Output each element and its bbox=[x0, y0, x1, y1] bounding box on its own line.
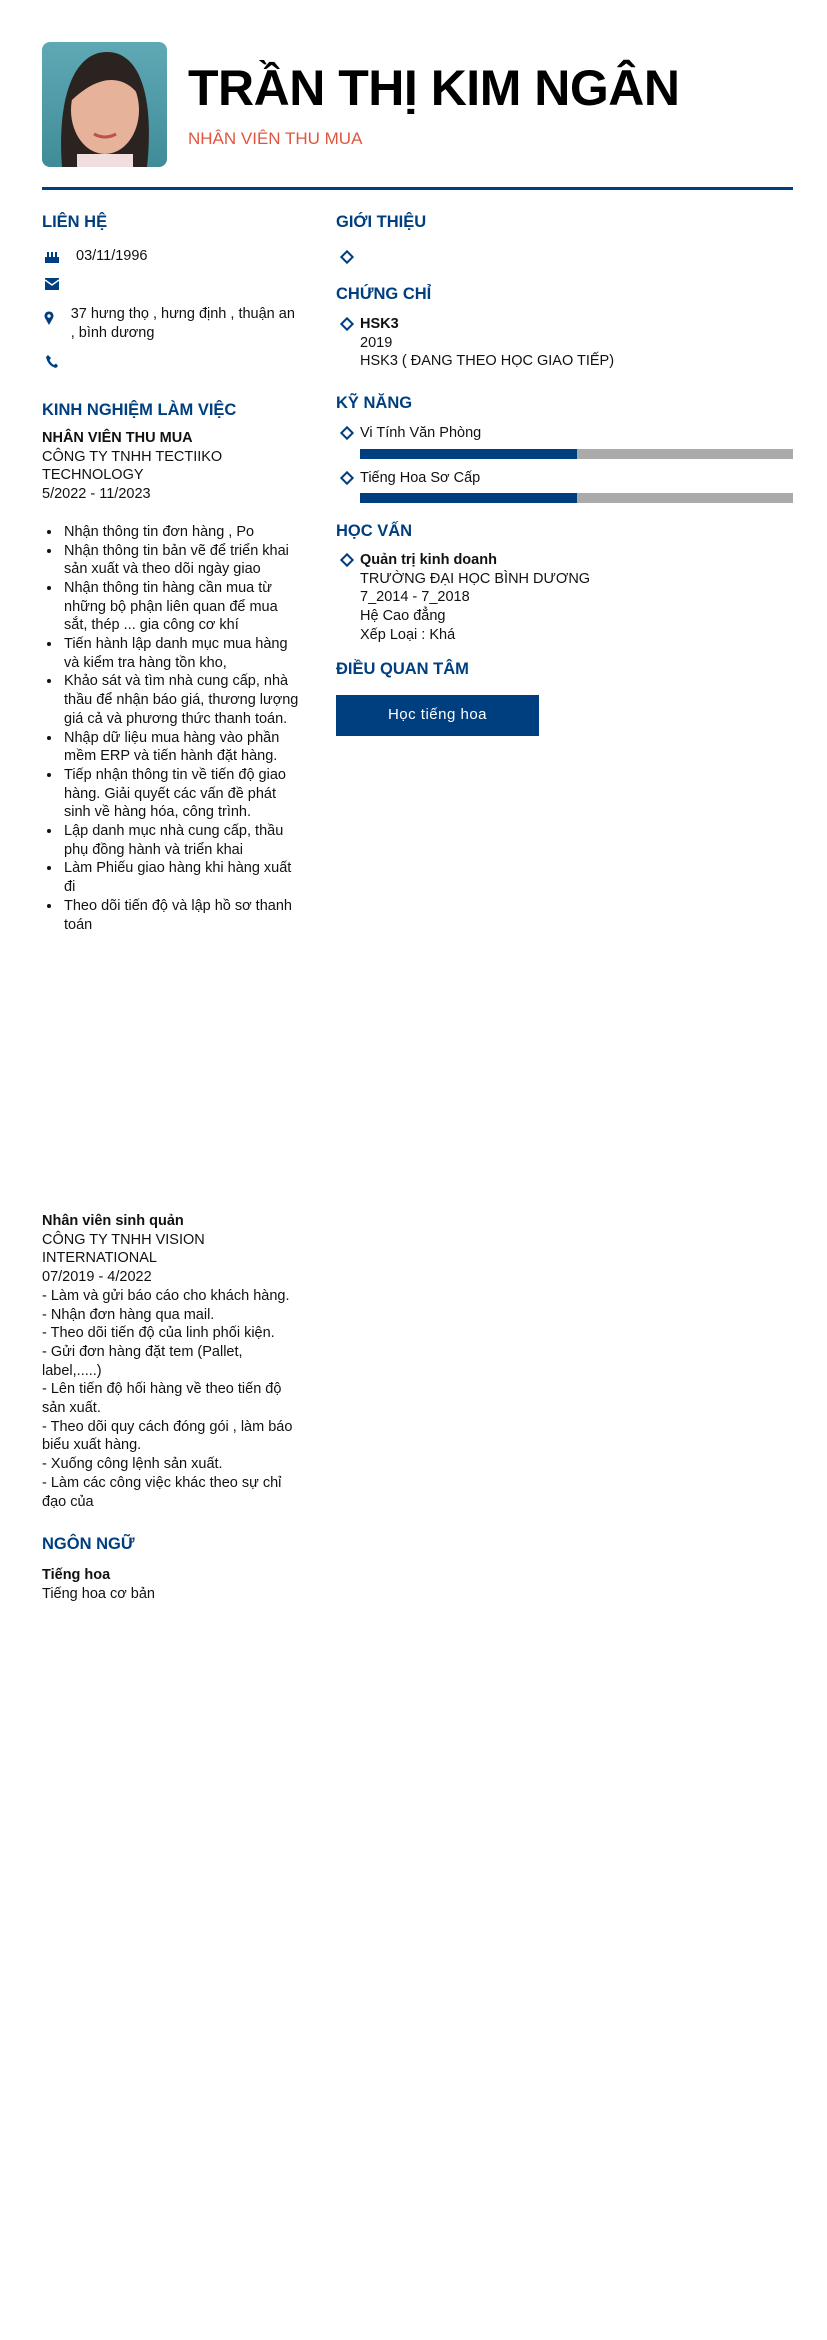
languages-heading: NGÔN NGỮ bbox=[42, 1535, 135, 1553]
list-item: • Theo dõi tiến độ và lập hồ sơ thanh toán bbox=[62, 897, 304, 934]
skill-bar-fill bbox=[360, 449, 577, 459]
job-2-line: - Gửi đơn hàng đặt tem (Pallet, label,.....) bbox=[42, 1343, 243, 1379]
certificate-name: HSK3 bbox=[360, 316, 399, 332]
language-name: Tiếng hoa bbox=[42, 1567, 111, 1583]
skills-heading: KỸ NĂNG bbox=[336, 394, 413, 412]
certificate-year: 2019 bbox=[360, 334, 393, 351]
job-1-bullets bbox=[42, 523, 304, 934]
list-item: • Tiếp nhận thông tin về tiến độ giao hàng. Giải quyết các vấn đề phát sinh về hàng hóa, công trình. bbox=[62, 766, 304, 822]
job-2-period: 07/2019 - 4/2022 bbox=[42, 1269, 152, 1286]
list-item: • Làm Phiếu giao hàng khi hàng xuất đi bbox=[62, 859, 304, 896]
list-item: • Nhận thông tin đơn hàng , Po bbox=[62, 523, 304, 542]
diamond-icon bbox=[340, 317, 354, 331]
education-heading: HỌC VẤN bbox=[336, 522, 413, 540]
education-major: Quản trị kinh doanh bbox=[360, 552, 497, 568]
contact-heading: LIÊN HỆ bbox=[42, 213, 108, 231]
cake-icon bbox=[42, 247, 62, 263]
skill-name: Tiếng Hoa Sơ Cấp bbox=[360, 469, 481, 486]
language-level: Tiếng hoa cơ bản bbox=[42, 1585, 155, 1602]
job-title: NHÂN VIÊN THU MUA bbox=[188, 129, 363, 148]
email-row bbox=[42, 276, 300, 305]
job-2-line: - Nhận đơn hàng qua mail. bbox=[42, 1306, 215, 1323]
job-2-line: - Làm và gửi báo cáo cho khách hàng. bbox=[42, 1287, 290, 1304]
job-2-line: - Làm các công việc khác theo sự chỉ đạo của bbox=[42, 1474, 282, 1510]
list-item: • Khảo sát và tìm nhà cung cấp, nhà thầu để nhận báo giá, thương lượng giá cả và phương thức thanh toán. bbox=[62, 672, 304, 728]
list-item: • Tiến hành lập danh mục mua hàng và kiểm tra hàng tồn kho, bbox=[62, 635, 304, 672]
interest-tag: Học tiếng hoa bbox=[336, 695, 539, 736]
birthday-row bbox=[42, 247, 300, 276]
job-2-title: Nhân viên sinh quản bbox=[42, 1213, 184, 1229]
education-period: 7_2014 - 7_2018 bbox=[360, 589, 470, 606]
education-item bbox=[336, 551, 793, 645]
education-grade: Xếp Loại : Khá bbox=[360, 626, 456, 643]
job-2-company: CÔNG TY TNHH VISION INTERNATIONAL bbox=[42, 1231, 205, 1267]
certificate-item bbox=[336, 315, 793, 371]
address: 37 hưng thọ , hưng định , thuận an , bình dương bbox=[70, 306, 295, 341]
envelope-icon bbox=[42, 276, 62, 290]
list-item: • Lập danh mục nhà cung cấp, thầu phụ đồng hành và triển khai bbox=[62, 822, 304, 859]
job-1-title: NHÂN VIÊN THU MUA bbox=[42, 430, 193, 446]
candidate-name: TRẦN THỊ KIM NGÂN bbox=[188, 60, 680, 116]
job-2-line: - Lên tiến độ hối hàng về theo tiến độ sản xuất. bbox=[42, 1381, 282, 1417]
certificate-desc: HSK3 ( ĐANG THEO HỌC GIAO TIẾP) bbox=[360, 353, 615, 370]
job-1 bbox=[42, 429, 304, 934]
divider bbox=[42, 187, 793, 190]
phone-icon bbox=[42, 353, 62, 368]
skill-name: Vi Tính Văn Phòng bbox=[360, 425, 482, 441]
list-item: • Nhận thông tin bản vẽ để triển khai sản xuất và theo dõi ngày giao bbox=[62, 542, 304, 579]
birthday: 03/11/1996 bbox=[76, 248, 148, 264]
address-row bbox=[42, 305, 300, 353]
job-1-period: 5/2022 - 11/2023 bbox=[42, 486, 151, 503]
diamond-icon bbox=[340, 471, 354, 485]
diamond-icon bbox=[340, 426, 354, 440]
skill-item bbox=[336, 424, 793, 459]
experience-heading: KINH NGHIỆM LÀM VIỆC bbox=[42, 401, 237, 419]
list-item: • Nhập dữ liệu mua hàng vào phần mềm ERP và tiến hành đặt hàng. bbox=[62, 729, 304, 766]
intro-heading: GIỚI THIỆU bbox=[336, 213, 427, 231]
map-pin-icon bbox=[42, 305, 57, 325]
diamond-icon bbox=[340, 553, 354, 567]
skill-bar bbox=[360, 493, 793, 503]
avatar bbox=[42, 42, 167, 167]
skills-list bbox=[336, 424, 793, 503]
list-item: • Nhận thông tin hàng cần mua từ những bộ phận liên quan để mua sắt, thép ... gia công cơ khí bbox=[62, 579, 304, 635]
job-1-company: CÔNG TY TNHH TECTIIKO TECHNOLOGY bbox=[42, 448, 223, 484]
job-2-line: - Theo dõi quy cách đóng gói , làm báo biểu xuất hàng. bbox=[42, 1418, 293, 1454]
skill-item bbox=[336, 469, 793, 504]
skill-bar bbox=[360, 449, 793, 459]
phone-row bbox=[42, 353, 300, 368]
job-2-line: - Xuống công lệnh sản xuất. bbox=[42, 1456, 223, 1473]
intro-item bbox=[336, 243, 793, 271]
education-degree: Hệ Cao đẳng bbox=[360, 608, 446, 625]
diamond-icon bbox=[340, 250, 354, 264]
skill-bar-fill bbox=[360, 493, 577, 503]
interests-heading: ĐIỀU QUAN TÂM bbox=[336, 660, 469, 678]
certificates-heading: CHỨNG CHỈ bbox=[336, 285, 432, 303]
language-item bbox=[42, 1566, 155, 1603]
education-school: TRƯỜNG ĐẠI HỌC BÌNH DƯƠNG bbox=[360, 570, 591, 587]
job-2-line: - Theo dõi tiến độ của linh phối kiện. bbox=[42, 1325, 275, 1342]
contact-list bbox=[42, 247, 300, 368]
job-2 bbox=[42, 1212, 304, 1511]
